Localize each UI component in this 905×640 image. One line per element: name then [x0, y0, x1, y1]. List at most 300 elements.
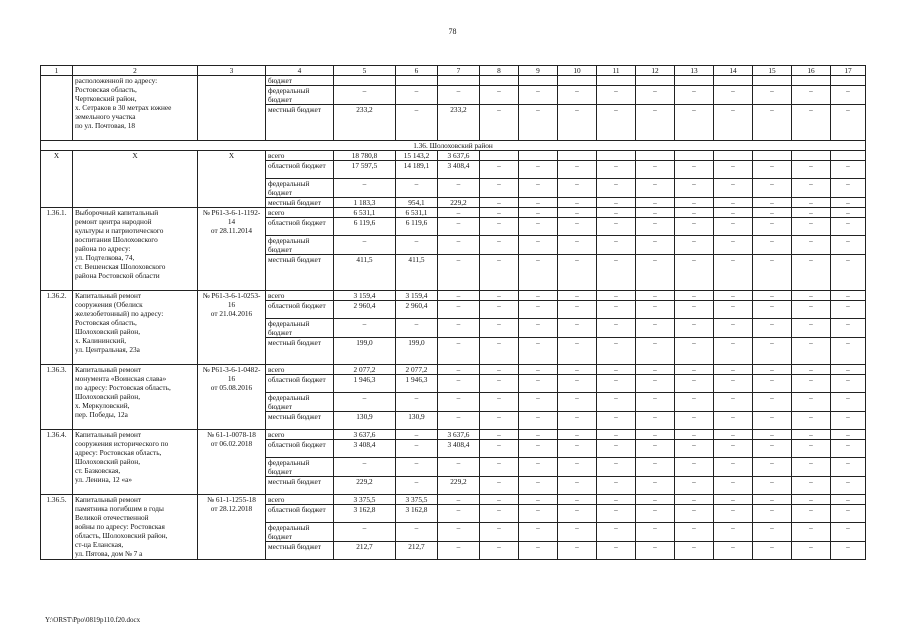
object-name-line: пер. Победы, 12а [75, 410, 128, 419]
value-cell: – [480, 430, 519, 440]
value-cell [753, 151, 792, 161]
object-name-line: адресу: Ростовская область, [75, 448, 162, 457]
value-cell: 3 637,6 [438, 151, 480, 161]
value-cell: – [396, 179, 438, 198]
value-cell: – [438, 365, 480, 375]
column-number-cell: 11 [597, 66, 636, 76]
value-cell: – [753, 319, 792, 338]
budget-type: местный бюджет [266, 105, 334, 141]
value-cell: – [831, 208, 866, 218]
column-number-cell: 16 [792, 66, 831, 76]
value-cell: – [597, 458, 636, 477]
value-cell: – [480, 495, 519, 505]
value-cell: 1 183,3 [334, 198, 396, 208]
value-cell: – [438, 338, 480, 365]
value-cell: – [597, 393, 636, 412]
column-number-cell: 12 [636, 66, 675, 76]
value-cell: – [792, 365, 831, 375]
item-number: 1.36.1. [41, 208, 73, 291]
value-cell: 3 159,4 [396, 291, 438, 301]
value-cell: – [636, 218, 675, 236]
column-number-cell: 10 [558, 66, 597, 76]
value-cell: – [675, 523, 714, 542]
value-cell: 199,0 [334, 338, 396, 365]
value-cell: – [792, 375, 831, 393]
value-cell: – [396, 477, 438, 495]
value-cell: – [334, 179, 396, 198]
value-cell: – [480, 393, 519, 412]
value-cell: – [480, 218, 519, 236]
value-cell [438, 76, 480, 86]
value-cell: – [480, 105, 519, 141]
value-cell: – [792, 301, 831, 319]
value-cell: 1 946,3 [334, 375, 396, 393]
value-cell: – [675, 495, 714, 505]
object-name-line: ул. Подтелкова, 74, [75, 253, 135, 262]
value-cell: 954,1 [396, 198, 438, 208]
value-cell: – [831, 319, 866, 338]
value-cell: – [792, 338, 831, 365]
value-cell: – [396, 236, 438, 255]
value-cell: – [753, 198, 792, 208]
value-cell: – [558, 495, 597, 505]
value-cell: – [831, 542, 866, 560]
contract-line: от 28.12.2018 [210, 504, 253, 513]
value-cell [675, 151, 714, 161]
value-cell [334, 76, 396, 86]
value-cell: – [636, 440, 675, 458]
value-cell: – [636, 365, 675, 375]
value-cell: 3 375,5 [396, 495, 438, 505]
object-name-line: Шолоховский район, [75, 457, 141, 466]
budget-type: всего [266, 291, 334, 301]
object-name-line: сооружения (Обелиск [75, 300, 143, 309]
value-cell: – [558, 338, 597, 365]
section-title: 1.36. Шолоховский район [41, 141, 866, 151]
value-cell: – [519, 505, 558, 523]
value-cell: – [558, 208, 597, 218]
value-cell: 3 408,4 [438, 440, 480, 458]
budget-type: местный бюджет [266, 542, 334, 560]
value-cell: – [753, 477, 792, 495]
contract-info [198, 495, 266, 560]
value-cell: – [396, 319, 438, 338]
value-cell: – [831, 375, 866, 393]
contract-info [198, 208, 266, 291]
value-cell: – [753, 338, 792, 365]
column-number-cell: 14 [714, 66, 753, 76]
value-cell: 2 077,2 [396, 365, 438, 375]
value-cell: – [558, 505, 597, 523]
column-number-cell: 15 [753, 66, 792, 76]
value-cell: – [675, 301, 714, 319]
value-cell: 3 375,5 [334, 495, 396, 505]
budget-type: областной бюджет [266, 218, 334, 236]
value-cell: – [753, 505, 792, 523]
budget-type: местный бюджет [266, 412, 334, 430]
budget-type: федеральный бюджет [266, 236, 334, 255]
value-cell: 3 162,8 [396, 505, 438, 523]
value-cell: – [714, 430, 753, 440]
value-cell: – [792, 319, 831, 338]
object-name [73, 365, 198, 430]
value-cell: – [597, 542, 636, 560]
value-cell: 1 946,3 [396, 375, 438, 393]
value-cell: – [675, 218, 714, 236]
value-cell: – [597, 375, 636, 393]
value-cell: – [675, 208, 714, 218]
value-cell: – [753, 440, 792, 458]
budget-type: федеральный бюджет [266, 86, 334, 105]
budget-type: всего [266, 151, 334, 161]
section-row [41, 141, 866, 151]
value-cell: – [519, 495, 558, 505]
value-cell: – [480, 198, 519, 208]
column-number-cell: 8 [480, 66, 519, 76]
value-cell: – [753, 179, 792, 198]
value-cell: – [753, 86, 792, 105]
value-cell: – [753, 523, 792, 542]
value-cell: – [438, 291, 480, 301]
budget-type: всего [266, 430, 334, 440]
value-cell: – [597, 198, 636, 208]
value-cell: – [675, 440, 714, 458]
value-cell: – [519, 440, 558, 458]
value-cell: – [675, 105, 714, 141]
value-cell: – [675, 477, 714, 495]
value-cell: – [558, 375, 597, 393]
value-cell: – [597, 86, 636, 105]
value-cell: – [480, 375, 519, 393]
budget-type: всего [266, 208, 334, 218]
budget-type: местный бюджет [266, 477, 334, 495]
value-cell: – [480, 542, 519, 560]
value-cell: – [519, 523, 558, 542]
value-cell: – [831, 291, 866, 301]
value-cell: 6 119,6 [396, 218, 438, 236]
column-number-cell: 5 [334, 66, 396, 76]
object-name [73, 291, 198, 365]
object-name-line: х. Калининский, [75, 336, 127, 345]
value-cell: – [438, 255, 480, 291]
value-cell: – [636, 338, 675, 365]
budget-type: областной бюджет [266, 301, 334, 319]
value-cell: – [675, 393, 714, 412]
value-cell: – [558, 236, 597, 255]
value-cell: – [636, 495, 675, 505]
value-cell: – [792, 505, 831, 523]
value-cell: – [714, 208, 753, 218]
value-cell: – [597, 523, 636, 542]
object-name [73, 208, 198, 291]
value-cell: – [597, 161, 636, 179]
object-name-line: по адресу: Ростовская область, [75, 383, 171, 392]
object-name-line: ст. Базковская, [75, 466, 121, 475]
value-cell [675, 76, 714, 86]
value-cell: – [636, 301, 675, 319]
value-cell: – [831, 477, 866, 495]
value-cell: 233,2 [334, 105, 396, 141]
object-name-line: Капитальный ремонт [75, 430, 142, 439]
value-cell: – [714, 412, 753, 430]
value-cell: – [519, 365, 558, 375]
contract-info [198, 365, 266, 430]
value-cell: – [792, 542, 831, 560]
value-cell [792, 151, 831, 161]
value-cell: – [558, 477, 597, 495]
value-cell: – [792, 393, 831, 412]
value-cell: – [675, 505, 714, 523]
value-cell: – [438, 86, 480, 105]
value-cell: – [396, 440, 438, 458]
value-cell: – [636, 86, 675, 105]
value-cell: – [334, 86, 396, 105]
item-number: 1.36.2. [41, 291, 73, 365]
value-cell: – [438, 179, 480, 198]
value-cell: – [597, 365, 636, 375]
value-cell: – [831, 105, 866, 141]
value-cell: – [480, 523, 519, 542]
contract-line: Х [228, 151, 235, 160]
contract-info [198, 430, 266, 495]
value-cell: – [480, 208, 519, 218]
column-number-cell: 3 [198, 66, 266, 76]
value-cell [714, 151, 753, 161]
contract-line: от 06.02.2018 [210, 439, 253, 448]
value-cell: – [636, 179, 675, 198]
value-cell [396, 76, 438, 86]
object-name-line: Х [132, 151, 138, 160]
value-cell: – [636, 542, 675, 560]
value-cell: – [675, 179, 714, 198]
value-cell: – [438, 412, 480, 430]
value-cell: – [714, 440, 753, 458]
object-name-line: войны по адресу: Ростовская [75, 522, 165, 531]
value-cell: – [636, 208, 675, 218]
item-number [41, 76, 73, 141]
value-cell [831, 76, 866, 86]
value-cell: – [334, 393, 396, 412]
value-cell: – [753, 375, 792, 393]
object-name-line: Выборочный капитальный [75, 208, 159, 217]
object-name-line: Капитальный ремонт [75, 291, 142, 300]
value-cell: – [753, 208, 792, 218]
value-cell: – [831, 179, 866, 198]
object-name-line: культуры и патриотического [75, 226, 164, 235]
budget-type: всего [266, 495, 334, 505]
table-row [41, 291, 866, 301]
value-cell [558, 76, 597, 86]
value-cell: – [396, 105, 438, 141]
value-cell [597, 151, 636, 161]
item-number: Х [41, 151, 73, 208]
value-cell: – [558, 161, 597, 179]
value-cell: – [714, 218, 753, 236]
value-cell: – [396, 458, 438, 477]
object-name-line: района по адресу: [75, 244, 131, 253]
value-cell: – [714, 86, 753, 105]
value-cell: – [597, 218, 636, 236]
value-cell: – [519, 105, 558, 141]
value-cell: – [675, 255, 714, 291]
item-number: 1.36.3. [41, 365, 73, 430]
contract-info [198, 291, 266, 365]
value-cell: – [792, 86, 831, 105]
contract-line: от 28.11.2014 [210, 226, 253, 235]
value-cell: – [558, 179, 597, 198]
value-cell: – [831, 393, 866, 412]
value-cell: – [714, 161, 753, 179]
object-name-line: расположенной по адресу: [75, 76, 158, 85]
value-cell: – [831, 236, 866, 255]
value-cell: – [675, 458, 714, 477]
value-cell: – [753, 255, 792, 291]
value-cell: – [438, 523, 480, 542]
value-cell: – [636, 477, 675, 495]
value-cell: – [636, 236, 675, 255]
value-cell: – [753, 542, 792, 560]
value-cell [714, 76, 753, 86]
column-number-cell: 6 [396, 66, 438, 76]
value-cell: – [438, 393, 480, 412]
value-cell: – [675, 412, 714, 430]
object-name [73, 495, 198, 560]
value-cell: – [792, 198, 831, 208]
value-cell: – [558, 430, 597, 440]
budget-type: областной бюджет [266, 161, 334, 179]
value-cell: – [753, 458, 792, 477]
object-name-line: Капитальный ремонт [75, 495, 142, 504]
value-cell: – [558, 218, 597, 236]
value-cell: 2 960,4 [396, 301, 438, 319]
value-cell: – [753, 365, 792, 375]
value-cell [519, 76, 558, 86]
value-cell: 3 408,4 [438, 161, 480, 179]
value-cell: – [636, 291, 675, 301]
contract-line: № Р61-3-6-1-1192-14 [202, 208, 261, 226]
value-cell: – [714, 495, 753, 505]
column-number-row [41, 66, 866, 76]
value-cell: – [597, 236, 636, 255]
value-cell: – [753, 236, 792, 255]
value-cell [597, 76, 636, 86]
value-cell: – [519, 430, 558, 440]
value-cell: – [480, 505, 519, 523]
value-cell [480, 76, 519, 86]
value-cell: – [831, 458, 866, 477]
value-cell: – [831, 430, 866, 440]
value-cell: – [831, 86, 866, 105]
value-cell: – [480, 458, 519, 477]
object-name-line: Ростовская область, [75, 318, 137, 327]
value-cell: – [753, 412, 792, 430]
object-name-line: Шолоховский район, [75, 392, 141, 401]
object-name-line: х. Меркуловский, [75, 401, 130, 410]
value-cell: – [519, 375, 558, 393]
value-cell: – [714, 477, 753, 495]
value-cell: 2 960,4 [334, 301, 396, 319]
value-cell [558, 151, 597, 161]
value-cell: – [519, 179, 558, 198]
value-cell: 229,2 [438, 477, 480, 495]
value-cell: – [714, 319, 753, 338]
value-cell: – [480, 412, 519, 430]
value-cell: – [597, 430, 636, 440]
value-cell: – [636, 319, 675, 338]
contract-line: № Р61-3-6-1-0482-16 [202, 365, 261, 383]
object-name-line: ст. Вешенская Шолоховского [75, 262, 166, 271]
value-cell: – [792, 495, 831, 505]
value-cell: – [831, 161, 866, 179]
value-cell: – [831, 338, 866, 365]
value-cell: – [438, 458, 480, 477]
value-cell: – [675, 291, 714, 301]
budget-type: федеральный бюджет [266, 393, 334, 412]
object-name-line: района Ростовской области [75, 271, 160, 280]
value-cell: – [636, 198, 675, 208]
value-cell: – [831, 412, 866, 430]
table-row [41, 495, 866, 505]
value-cell: – [675, 338, 714, 365]
value-cell [636, 151, 675, 161]
value-cell: – [831, 365, 866, 375]
value-cell: – [636, 375, 675, 393]
item-number: 1.36.4. [41, 430, 73, 495]
value-cell: – [480, 86, 519, 105]
value-cell: 3 637,6 [438, 430, 480, 440]
value-cell: – [519, 542, 558, 560]
value-cell: – [714, 301, 753, 319]
item-number: 1.36.5. [41, 495, 73, 560]
value-cell: – [675, 319, 714, 338]
value-cell: – [714, 255, 753, 291]
value-cell: – [714, 291, 753, 301]
value-cell: – [438, 542, 480, 560]
budget-type: федеральный бюджет [266, 319, 334, 338]
value-cell: – [636, 458, 675, 477]
value-cell: – [519, 161, 558, 179]
budget-type: бюджет [266, 76, 334, 86]
value-cell: – [597, 477, 636, 495]
value-cell: – [675, 430, 714, 440]
value-cell: – [714, 458, 753, 477]
value-cell: – [792, 412, 831, 430]
value-cell: – [480, 365, 519, 375]
value-cell: – [714, 105, 753, 141]
value-cell: 3 159,4 [334, 291, 396, 301]
object-name-line: х. Сетраков в 30 метрах южнее [75, 103, 172, 112]
value-cell: – [480, 338, 519, 365]
value-cell: – [675, 86, 714, 105]
value-cell: – [753, 291, 792, 301]
value-cell: – [636, 105, 675, 141]
value-cell: – [519, 319, 558, 338]
value-cell: – [714, 505, 753, 523]
value-cell: – [519, 208, 558, 218]
object-name [73, 430, 198, 495]
object-name-line: ул. Центральная, 23а [75, 345, 140, 354]
value-cell: – [597, 495, 636, 505]
value-cell: – [438, 236, 480, 255]
table-row [41, 430, 866, 440]
value-cell: – [675, 542, 714, 560]
value-cell: – [558, 458, 597, 477]
contract-info [198, 76, 266, 141]
value-cell: – [519, 412, 558, 430]
value-cell: 411,5 [396, 255, 438, 291]
value-cell: – [480, 319, 519, 338]
value-cell: 3 637,6 [334, 430, 396, 440]
